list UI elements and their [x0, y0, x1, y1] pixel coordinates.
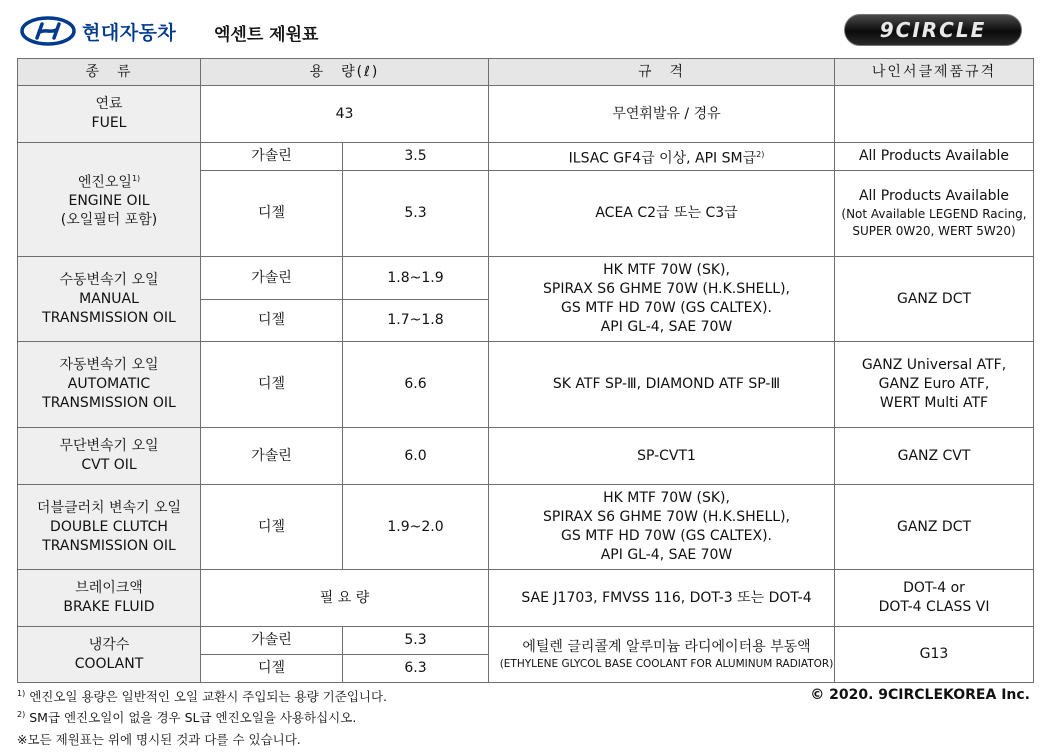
- footnote-2: $^{2)}$ SM급 엔진오일이 없을 경우 SL급 엔진오일을 사용하십시오.: [17, 709, 357, 725]
- table-row-dct: [18, 485, 1034, 570]
- capacity-value: 5.3: [343, 171, 489, 257]
- copyright: © 2020. 9CIRCLEKOREA Inc.: [810, 687, 1030, 703]
- fuel-type: 가솔린: [201, 627, 343, 655]
- capacity-value: 3.5: [343, 143, 489, 171]
- product-coolant: G13: [835, 627, 1034, 683]
- spec-engine-oil-diesel: ACEA C2급 또는 C3급: [489, 171, 835, 257]
- capacity-value: 5.3: [343, 627, 489, 655]
- page-header: [0, 0, 1050, 58]
- category-engine-oil: 엔진오일$^{1)}$ ENGINE OIL (오일필터 포함): [18, 143, 201, 257]
- product-automatic: GANZ Universal ATF, GANZ Euro ATF, WERT Multi ATF: [835, 342, 1034, 428]
- spec-dct: HK MTF 70W (SK), SPIRAX S6 GHME 70W (H.K.SHELL), GS MTF HD 70W (GS CALTEX). API GL-4, SAE 70W: [489, 485, 835, 570]
- fuel-type: 디젤: [201, 485, 343, 570]
- category-cvt: 무단변속기 오일 CVT OIL: [18, 428, 201, 485]
- footnote-1: $^{1)}$ 엔진오일 용량은 일반적인 오일 교환시 주입되는 용량 기준입니다.: [17, 688, 388, 704]
- fuel-type: 가솔린: [201, 143, 343, 171]
- category-manual: 수동변속기 오일 MANUAL TRANSMISSION OIL: [18, 257, 201, 342]
- header-type: 종 류: [18, 59, 201, 86]
- capacity-value: 6.6: [343, 342, 489, 428]
- spec-table: [17, 58, 1034, 683]
- ninecircle-logo: [844, 14, 1022, 46]
- footnote-3: ※모든 제원표는 위에 명시된 것과 다를 수 있습니다.: [17, 732, 301, 747]
- capacity-value: 1.9~2.0: [343, 485, 489, 570]
- capacity-value: 6.0: [343, 428, 489, 485]
- spec-fuel: 무연휘발유 / 경유: [489, 86, 835, 143]
- spec-brake: SAE J1703, FMVSS 116, DOT-3 또는 DOT-4: [489, 570, 835, 627]
- table-row-coolant-gasoline: [18, 627, 1034, 655]
- spec-cvt: SP-CVT1: [489, 428, 835, 485]
- spec-manual: HK MTF 70W (SK), SPIRAX S6 GHME 70W (H.K.SHELL), GS MTF HD 70W (GS CALTEX). API GL-4, SAE 70W: [489, 257, 835, 342]
- brand-name: 현대자동차: [82, 21, 177, 44]
- table-row-brake: [18, 570, 1034, 627]
- fuel-type: 디젤: [201, 171, 343, 257]
- product-engine-oil-gasoline: All Products Available: [835, 143, 1034, 171]
- category-coolant: 냉각수 COOLANT: [18, 627, 201, 683]
- capacity-value: 6.3: [343, 655, 489, 683]
- capacity-brake: 필 요 량: [201, 570, 489, 627]
- table-row-automatic: [18, 342, 1034, 428]
- product-dct: GANZ DCT: [835, 485, 1034, 570]
- product-manual: GANZ DCT: [835, 257, 1034, 342]
- category-automatic: 자동변속기 오일 AUTOMATIC TRANSMISSION OIL: [18, 342, 201, 428]
- header-capacity: 용 량(ℓ): [201, 59, 489, 86]
- page-title: 엑센트 제원표: [214, 25, 319, 45]
- category-fuel: 연료 FUEL: [18, 86, 201, 143]
- hyundai-emblem-icon: [20, 16, 76, 46]
- hyundai-logo: [20, 16, 176, 46]
- table-row-manual-gasoline: [18, 257, 1034, 300]
- header-spec: 규 격: [489, 59, 835, 86]
- product-fuel: [835, 86, 1034, 143]
- fuel-type: 디젤: [201, 655, 343, 683]
- spec-coolant: 에틸렌 글리콜계 알루미늄 라디에이터용 부동액 (ETHYLENE GLYCOL BASE COOLANT FOR ALUMINUM RADIATOR): [489, 627, 835, 683]
- capacity-fuel: 43: [201, 86, 489, 143]
- badge-text: 9CIRCLE: [879, 18, 987, 42]
- fuel-type: 가솔린: [201, 428, 343, 485]
- table-row-fuel: [18, 86, 1034, 143]
- table-row-cvt: [18, 428, 1034, 485]
- header-ninecircle: 나인서클제품규격: [835, 59, 1034, 86]
- category-dct: 더블클러치 변속기 오일 DOUBLE CLUTCH TRANSMISSION OIL: [18, 485, 201, 570]
- product-brake: DOT-4 or DOT-4 CLASS VI: [835, 570, 1034, 627]
- fuel-type: 가솔린: [201, 257, 343, 300]
- table-header-row: [18, 59, 1034, 86]
- capacity-value: 1.8~1.9: [343, 257, 489, 300]
- table-row-engine-oil-gasoline: [18, 143, 1034, 171]
- spec-engine-oil-gasoline: ILSAC GF4급 이상, API SM급$^{2)}$: [489, 143, 835, 171]
- spec-automatic: SK ATF SP-Ⅲ, DIAMOND ATF SP-Ⅲ: [489, 342, 835, 428]
- category-brake: 브레이크액 BRAKE FLUID: [18, 570, 201, 627]
- fuel-type: 디젤: [201, 342, 343, 428]
- fuel-type: 디젤: [201, 300, 343, 342]
- product-engine-oil-diesel: All Products Available (Not Available LEGEND Racing, SUPER 0W20, WERT 5W20): [835, 171, 1034, 257]
- capacity-value: 1.7~1.8: [343, 300, 489, 342]
- product-cvt: GANZ CVT: [835, 428, 1034, 485]
